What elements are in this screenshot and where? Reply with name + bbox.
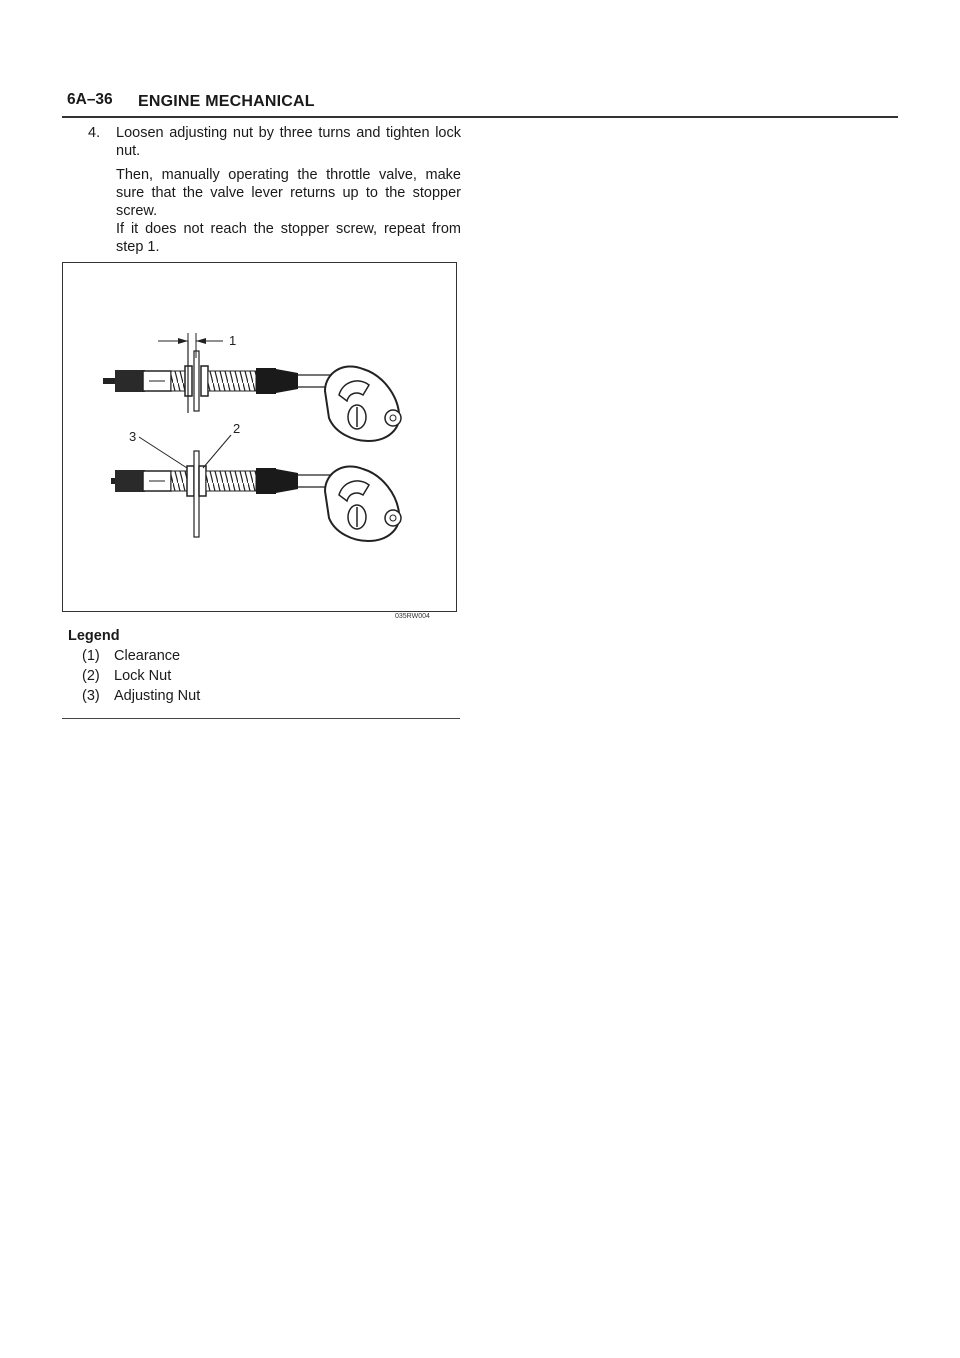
callout-2: 2 (233, 421, 241, 436)
step-body (116, 124, 461, 256)
figure-illustration (62, 262, 457, 612)
legend-title: Legend (68, 628, 120, 644)
legend-item-number: (3) (82, 688, 100, 704)
figure-code: 035RW004 (395, 613, 430, 620)
step-paragraph: Loosen adjusting nut by three turns and tighten lock nut. (116, 125, 461, 159)
legend (68, 628, 458, 708)
page-number: 6A–36 (67, 91, 113, 108)
legend-item-number: (1) (82, 648, 100, 664)
throttle-cable-diagram (63, 263, 458, 613)
leader-3 (139, 437, 187, 468)
clearance-dimension (158, 333, 223, 358)
leader-2 (203, 435, 231, 468)
legend-item (82, 668, 458, 688)
step-paragraph: If it does not reach the stopper screw, repeat from step 1. (116, 221, 461, 255)
step-paragraph: Then, manually operating the throttle valve, make sure that the valve lever returns up to the stopper screw. (116, 167, 461, 219)
callout-1: 1 (229, 333, 237, 348)
header-rule (62, 116, 898, 118)
procedure-step (88, 124, 461, 262)
legend-item (82, 648, 458, 668)
legend-item (82, 688, 458, 708)
cable-assembly-upper (103, 341, 401, 441)
section-title: ENGINE MECHANICAL (138, 93, 315, 110)
legend-item-number: (2) (82, 668, 100, 684)
legend-item-label: Adjusting Nut (114, 688, 201, 704)
callout-3: 3 (129, 429, 137, 444)
step-number: 4. (88, 125, 101, 141)
legend-item-label: Clearance (114, 648, 181, 664)
page-header (62, 88, 898, 118)
cable-assembly-lower (111, 451, 401, 541)
legend-item-label: Lock Nut (114, 668, 172, 684)
legend-rule (62, 718, 460, 719)
